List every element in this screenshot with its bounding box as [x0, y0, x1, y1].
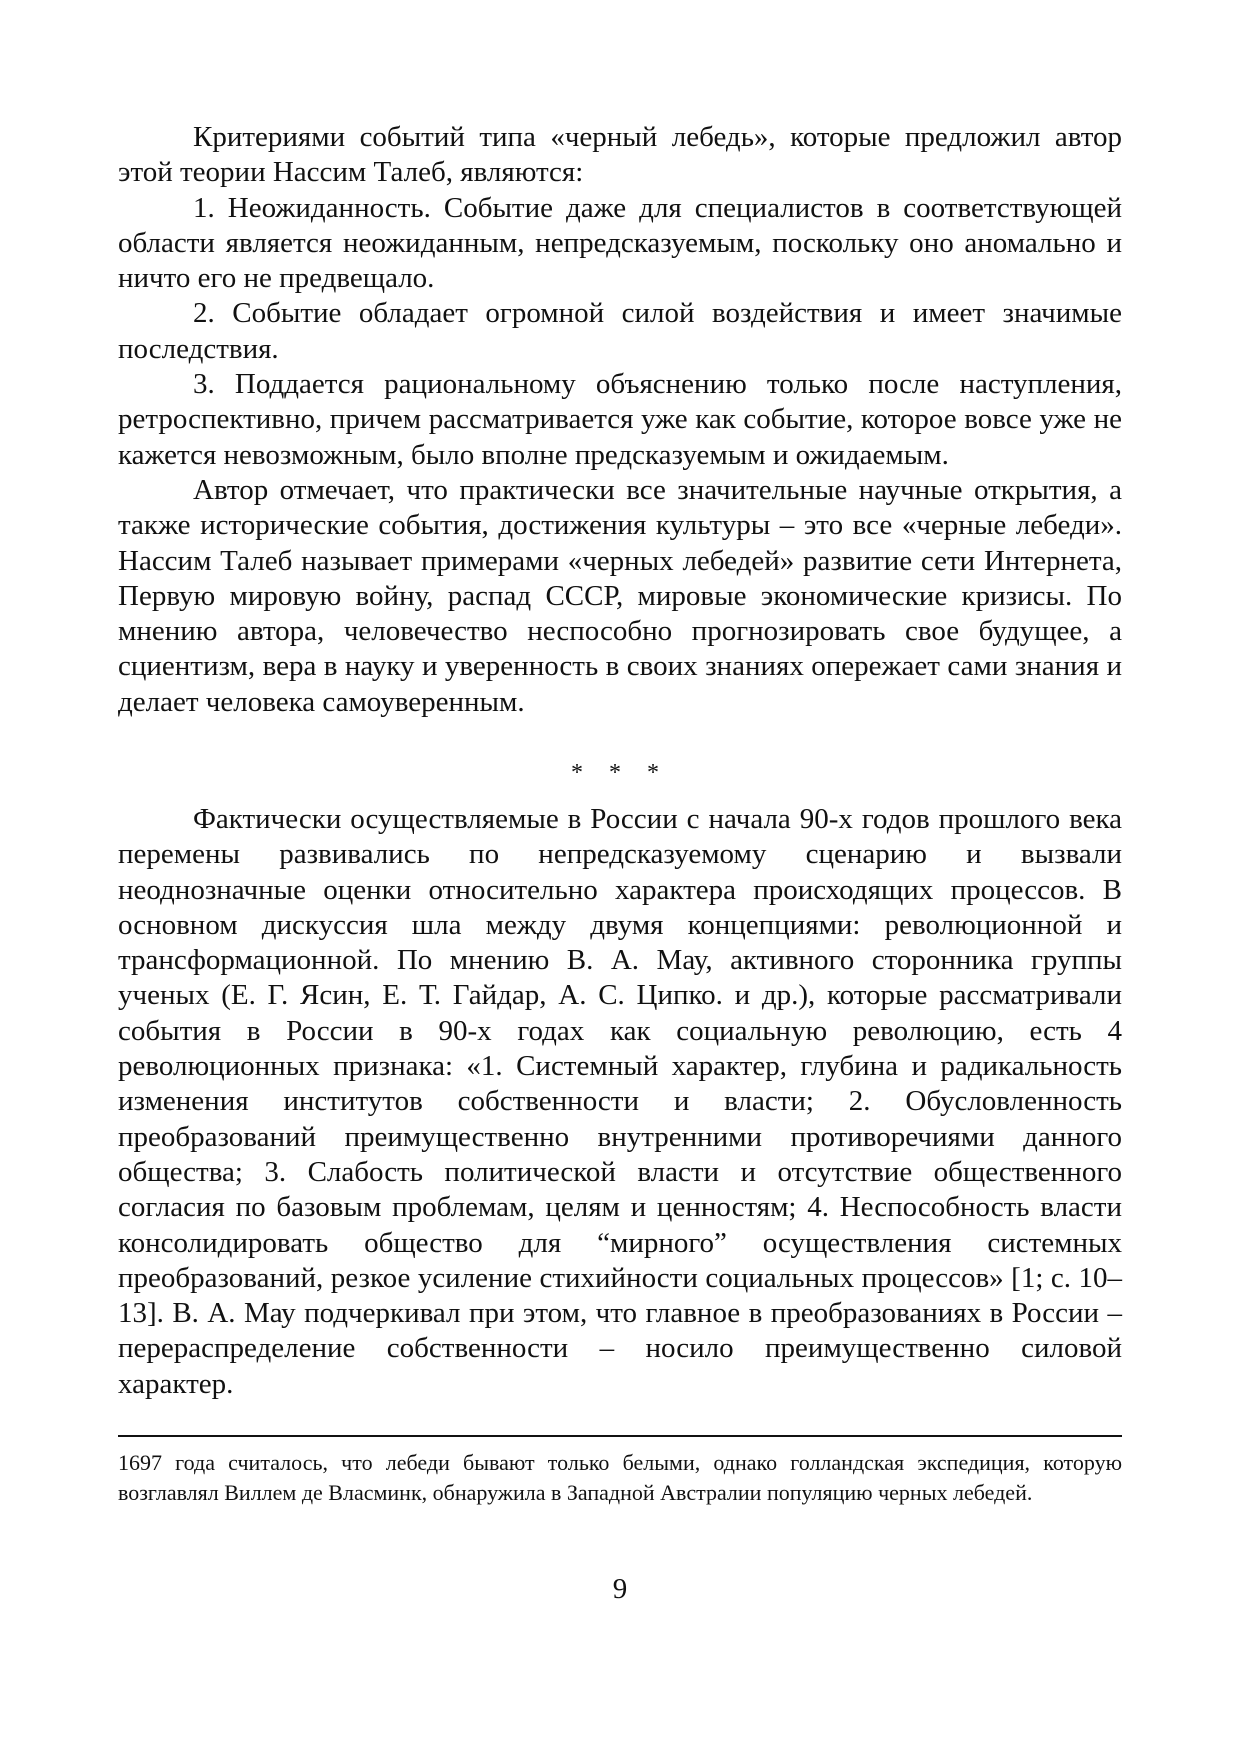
main-text-section-2	[118, 802, 1122, 1402]
paragraph: 2. Событие обладает огромной силой воздействия и имеет значимые последствия.	[118, 297, 1122, 365]
footnote-text: 1697 года считалось, что лебеди бывают только белыми, однако голландская экспедиция, которую возглавлял Виллем де Власминк, обнаружила в Западной Австралии популяцию черных лебедей.	[118, 1450, 1122, 1505]
paragraph: 3. Поддается рациональному объяснению только после наступления, ретроспективно, причем рассматривается уже как событие, которое вовсе уже не кажется невозможным, было вполне предсказуемым и ожидаемым.	[118, 368, 1122, 471]
section-separator: * * *	[571, 760, 669, 786]
paragraph: 1. Неожиданность. Событие даже для специалистов в соответствующей области является неожиданным, непредсказуемым, поскольку оно аномально и ничто его не предвещало.	[118, 191, 1122, 295]
footnote-divider	[118, 1435, 1122, 1437]
main-text-section-1	[118, 120, 1122, 720]
paragraph: Фактически осуществляемые в России с начала 90-х годов прошлого века перемены развивались по непредсказуемому сценарию и вызвали неоднозначные оценки относительно характера происходящих процессов. В основном дискуссия шла между двумя концепциями: революционной и трансформационной. По мнению В. А. Мау, активного сторонника группы ученых (Е. Г. Ясин, Е. Т. Гайдар, А. С. Ципко. и др.), которые рассматривали события в России в 90-х годах как социальную революцию, есть 4 революционных признака: «1. Системный характер, глубина и радикальность изменения институтов собственности и власти; 2. Обусловленность преобразований преимущественно внутренними противоречиями данного общества; 3. Слабость политической власти и отсутствие общественного согласия по базовым проблемам, целям и ценностям; 4. Неспособность власти консолидировать общество для “мирного” осуществления системных преобразований, резкое усиление стихийности социальных процессов» [1; с. 10–13]. В. А. Мау подчеркивал при этом, что главное в преобразованиях в России – перераспределение собственности – носило преимущественно силовой характер.	[118, 803, 1122, 1400]
paragraph: Автор отмечает, что практически все значительные научные открытия, а также исторические события, достижения культуры – это все «черные лебеди». Нассим Талеб называет примерами «черных лебедей» развитие сети Интернета, Первую мировую войну, распад СССР, мировые экономические кризисы. По мнению автора, человечество неспособно прогнозировать свое будущее, а сциентизм, вера в науку и уверенность в своих знаниях опережает сами знания и делает человека самоуверенным.	[118, 473, 1122, 718]
page-number: 9	[612, 1573, 628, 1605]
paragraph: Критериями событий типа «черный лебедь», которые предложил автор этой теории Нассим Талеб, являются:	[118, 121, 1122, 189]
